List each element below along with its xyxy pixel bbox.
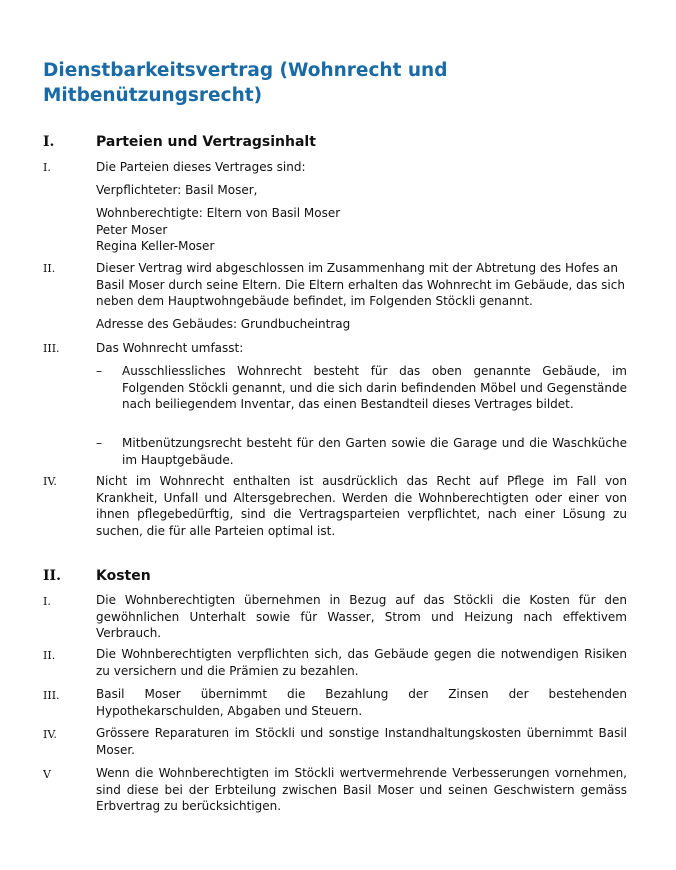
wohnberechtigte-block — [96, 205, 627, 255]
section-1-heading: Parteien und Vertragsinhalt — [96, 134, 316, 150]
item-2-3-text: Basil Moser übernimmt die Bezahlung der Zinsen der bestehenden Hypothekarschulden, Abgaben und Steuern. — [96, 687, 627, 718]
item-1-3-number: III. — [43, 342, 60, 355]
item-1-4-number: IV. — [43, 475, 57, 488]
item-1-3-text: Das Wohnrecht umfasst: — [96, 341, 244, 355]
verpflichteter-line: Verpflichteter: Basil Moser, — [96, 183, 258, 197]
title-line-2: Mitbenützungsrecht) — [43, 85, 263, 106]
item-1-1-text: Die Parteien dieses Vertrages sind: — [96, 160, 306, 174]
item-1-4-text: Nicht im Wohnrecht enthalten ist ausdrücklich das Recht auf Pflege im Fall von Krankheit, Unfall und Altersgebrechen. Werden die Wohnberechtigten oder einer von ihnen pflegebedürftig, sind die Vertragsparteien verpflichtet, nach einer Lösung zu suchen, die für alle Parteien optimal ist. — [96, 474, 627, 538]
item-2-2-text: Die Wohnberechtigten verpflichten sich, das Gebäude gegen die notwendigen Risiken zu versichern und die Prämien zu bezahlen. — [96, 647, 627, 678]
item-2-1-text: Die Wohnberechtigten übernehmen in Bezug auf das Stöckli die Kosten für den gewöhnlichen Unterhalt sowie für Wasser, Strom und Heizung nach effektivem Verbrauch. — [96, 593, 627, 640]
bullet-1-dash: – — [96, 364, 102, 378]
section-2-number: II. — [43, 568, 61, 584]
document-title — [43, 58, 643, 108]
item-1-2-number: II. — [43, 262, 56, 275]
bullet-2-dash: – — [96, 436, 102, 450]
adresse-line: Adresse des Gebäudes: Grundbucheintrag — [96, 317, 351, 331]
title-line-1: Dienstbarkeitsvertrag (Wohnrecht und — [43, 60, 448, 81]
item-1-1-number: I. — [43, 161, 51, 174]
party-regina: Regina Keller-Moser — [96, 239, 215, 253]
item-2-5-text: Wenn die Wohnberechtigten im Stöckli wertvermehrende Verbesserungen vornehmen, sind diese bei der Erbteilung zwischen Basil Moser und seinen Geschwistern gemäss Erbvertrag zu berücksichtigen. — [96, 766, 627, 813]
item-1-2-text: Dieser Vertrag wird abgeschlossen im Zusammenhang mit der Abtretung des Hofes an Basil Moser durch seine Eltern. Die Eltern erhalten das Wohnrecht im Gebäude, das sich neben dem Hauptwohngebäude befindet, im Folgenden Stöckli genannt. — [96, 261, 625, 308]
section-2-heading: Kosten — [96, 568, 151, 584]
item-2-4-number: IV. — [43, 728, 57, 741]
item-2-3-number: III. — [43, 689, 60, 702]
wohnberechtigte-line: Wohnberechtigte: Eltern von Basil Moser — [96, 206, 341, 220]
item-2-2-number: II. — [43, 649, 56, 662]
item-2-1-number: I. — [43, 595, 51, 608]
section-1-number: I. — [43, 134, 55, 150]
bullet-1-text: Ausschliessliches Wohnrecht besteht für das oben genannte Gebäude, im Folgenden Stöckli genannt, und die sich darin befindenden Möbel und Gegenstände nach beiliegendem Inventar, das einen Bestandteil dieses Vertrages bildet. — [122, 364, 627, 411]
item-2-4-text: Grössere Reparaturen im Stöckli und sonstige Instandhaltungskosten übernimmt Basil Moser. — [96, 726, 627, 757]
bullet-2-text: Mitbenützungsrecht besteht für den Garten sowie die Garage und die Waschküche im Hauptgebäude. — [122, 436, 627, 467]
party-peter: Peter Moser — [96, 222, 168, 237]
item-2-5-number: V — [43, 768, 51, 781]
